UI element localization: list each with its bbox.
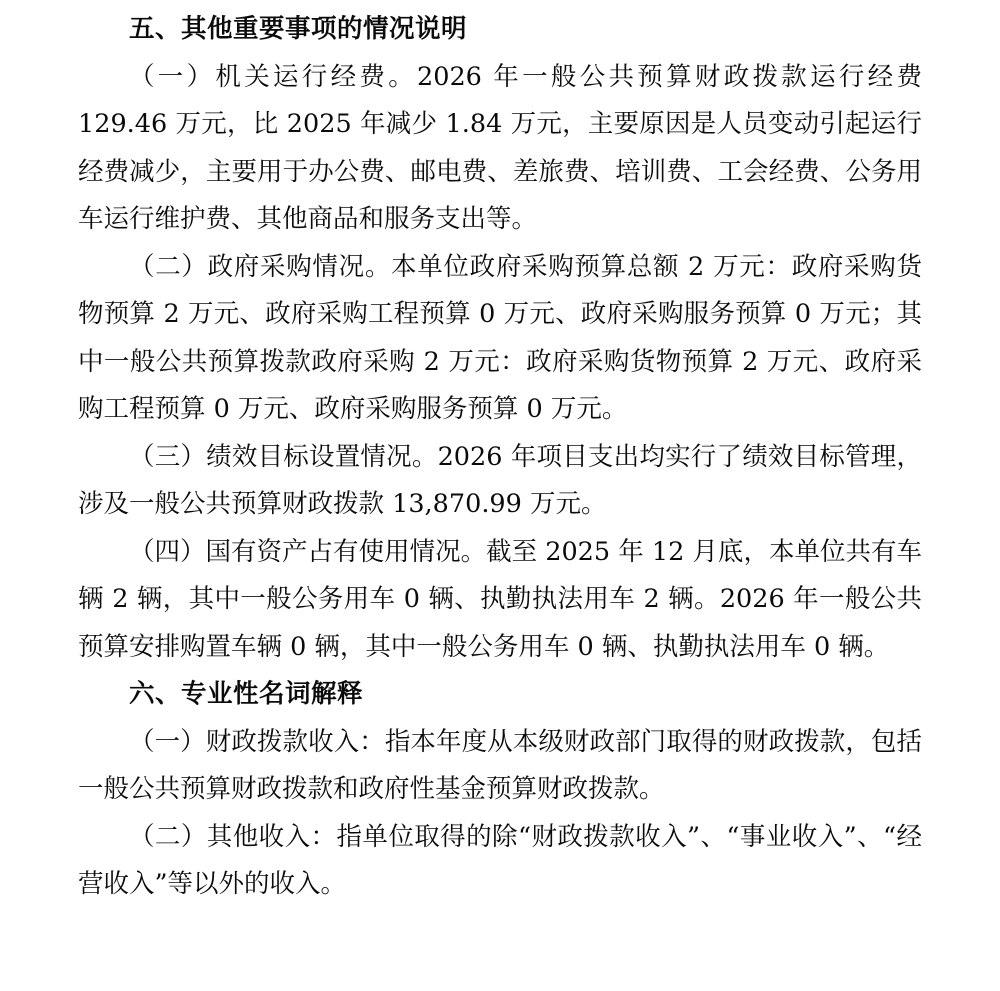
paragraph-organ-operating-expenses: （一）机关运行经费。2026 年一般公共预算财政拨款运行经费 129.46 万元，比 2025 年减少 1.84 万元，主要原因是人员变动引起运行经费减少，主要用于办公费、邮电费、差旅费、培训费、工会经费、公务用车运行维护费、其他商品和服务支出等。 — [78, 61, 922, 234]
paragraph-government-procurement: （二）政府采购情况。本单位政府采购预算总额 2 万元：政府采购货物预算 2 万元、政府采购工程预算 0 万元、政府采购服务预算 0 万元；其中一般公共预算拨款政府采购 2 万元：政府采购货物预算 2 万元、政府采购工程预算 0 万元、政府采购服务预算 0 万元。 — [78, 251, 922, 424]
paragraph-term-fiscal-appropriation-income: （一）财政拨款收入：指本年度从本级财政部门取得的财政拨款，包括一般公共预算财政拨款和政府性基金预算财政拨款。 — [78, 726, 922, 804]
section-heading-5: 五、其他重要事项的情况说明 — [129, 14, 468, 44]
paragraph-state-owned-assets: （四）国有资产占有使用情况。截至 2025 年 12 月底，本单位共有车辆 2 辆，其中一般公务用车 0 辆、执勤执法用车 2 辆。2026 年一般公共预算安排购置车辆 0 辆，其中一般公务用车 0 辆、执勤执法用车 0 辆。 — [78, 536, 922, 662]
document-body — [78, 6, 922, 909]
paragraph-performance-targets: （三）绩效目标设置情况。2026 年项目支出均实行了绩效目标管理，涉及一般公共预算财政拨款 13,870.99 万元。 — [78, 441, 922, 519]
paragraph-term-other-income: （二）其他收入：指单位取得的除“财政拨款收入”、“事业收入”、“经营收入”等以外的收入。 — [78, 821, 922, 899]
section-heading-6: 六、专业性名词解释 — [129, 679, 364, 709]
